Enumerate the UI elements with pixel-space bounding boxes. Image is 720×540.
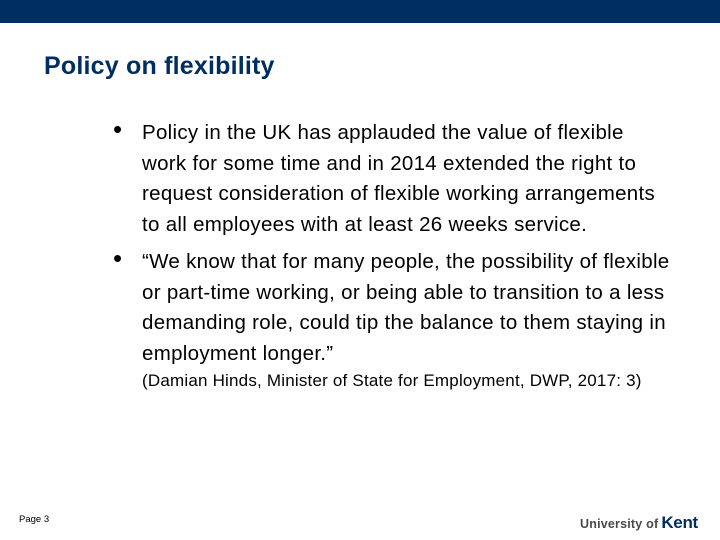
- bullet-text: Policy in the UK has applauded the value of flexible work for some time and in 2014 extended the right to request consideration of flexible working arrangements to all employees with at least 26 weeks service.: [142, 121, 656, 236]
- logo-kent-text: Kent: [661, 513, 698, 532]
- bullet-list: [112, 114, 672, 393]
- bullet-dot-icon: •: [113, 114, 123, 144]
- page-number: Page 3: [19, 514, 50, 525]
- bullet-item-quote: [112, 243, 672, 393]
- slide-title: Policy on flexibility: [44, 52, 275, 80]
- logo-prefix-text: University of: [580, 517, 659, 531]
- bullet-dot-icon: •: [113, 243, 123, 273]
- bullet-text: “We know that for many people, the possibility of flexible or part-time working, or being able to transition to a less demanding role, could tip the balance to them staying in employment longer.”: [142, 250, 670, 365]
- university-logo: [580, 513, 698, 533]
- bullet-item-policy: [112, 114, 672, 240]
- top-banner-bar: [0, 0, 720, 23]
- quote-citation: (Damian Hinds, Minister of State for Employment, DWP, 2017: 3): [142, 371, 642, 390]
